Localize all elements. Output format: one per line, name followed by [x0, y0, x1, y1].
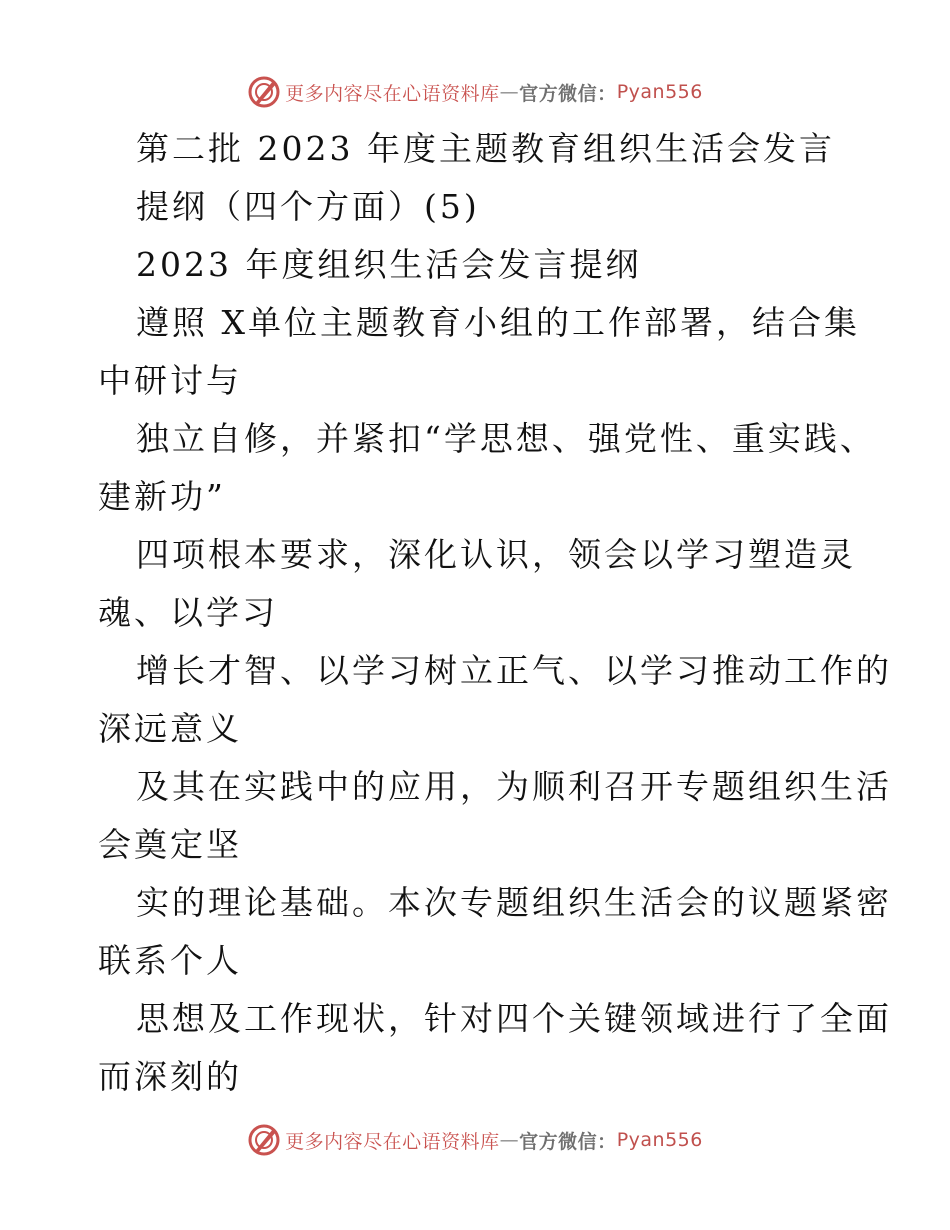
watermark-site-text: 更多内容尽在心语资料库 [285, 1130, 500, 1153]
paragraph-line: 会奠定坚 [98, 825, 242, 864]
paragraph-line: 思想及工作现状，针对四个关键领域进行了全面 [136, 999, 892, 1038]
watermark-official-text: 官方微信： [519, 82, 617, 105]
paragraph-line: 及其在实践中的应用，为顺利召开专题组织生活 [136, 767, 892, 806]
title-line-1: 第二批 2023 年度主题教育组织生活会发言 [136, 129, 835, 168]
title-line-2: 提纲（四个方面）(5) [136, 187, 480, 226]
watermark-account: Pyan556 [616, 81, 703, 103]
paragraph-line: 联系个人 [98, 941, 242, 980]
watermark-site-text: 更多内容尽在心语资料库 [285, 82, 500, 105]
paragraph-line: 实的理论基础。本次专题组织生活会的议题紧密 [136, 883, 892, 922]
pen-logo-icon [247, 1123, 281, 1157]
watermark-header [0, 72, 950, 112]
paragraph-line: 中研讨与 [98, 361, 242, 400]
watermark-account: Pyan556 [616, 1129, 703, 1151]
paragraph-line: 建新功” [98, 477, 226, 516]
paragraph-line: 独立自修，并紧扣“学思想、强党性、重实践、 [136, 419, 876, 458]
pen-logo-icon [247, 75, 281, 109]
subtitle-line: 2023 年度组织生活会发言提纲 [136, 245, 642, 284]
paragraph-line: 增长才智、以学习树立正气、以学习推动工作的 [136, 651, 892, 690]
watermark-dash: — [499, 81, 520, 103]
paragraph-line: 深远意义 [98, 709, 242, 748]
document-body [98, 120, 892, 1106]
paragraph-line: 魂、以学习 [98, 593, 278, 632]
watermark-official-text: 官方微信： [519, 1130, 617, 1153]
paragraph-line: 而深刻的 [98, 1057, 242, 1096]
paragraph-line: 遵照 X单位主题教育小组的工作部署，结合集 [136, 303, 860, 342]
watermark-dash: — [499, 1129, 520, 1151]
watermark-footer [0, 1120, 950, 1160]
paragraph-line: 四项根本要求，深化认识，领会以学习塑造灵 [136, 535, 856, 574]
